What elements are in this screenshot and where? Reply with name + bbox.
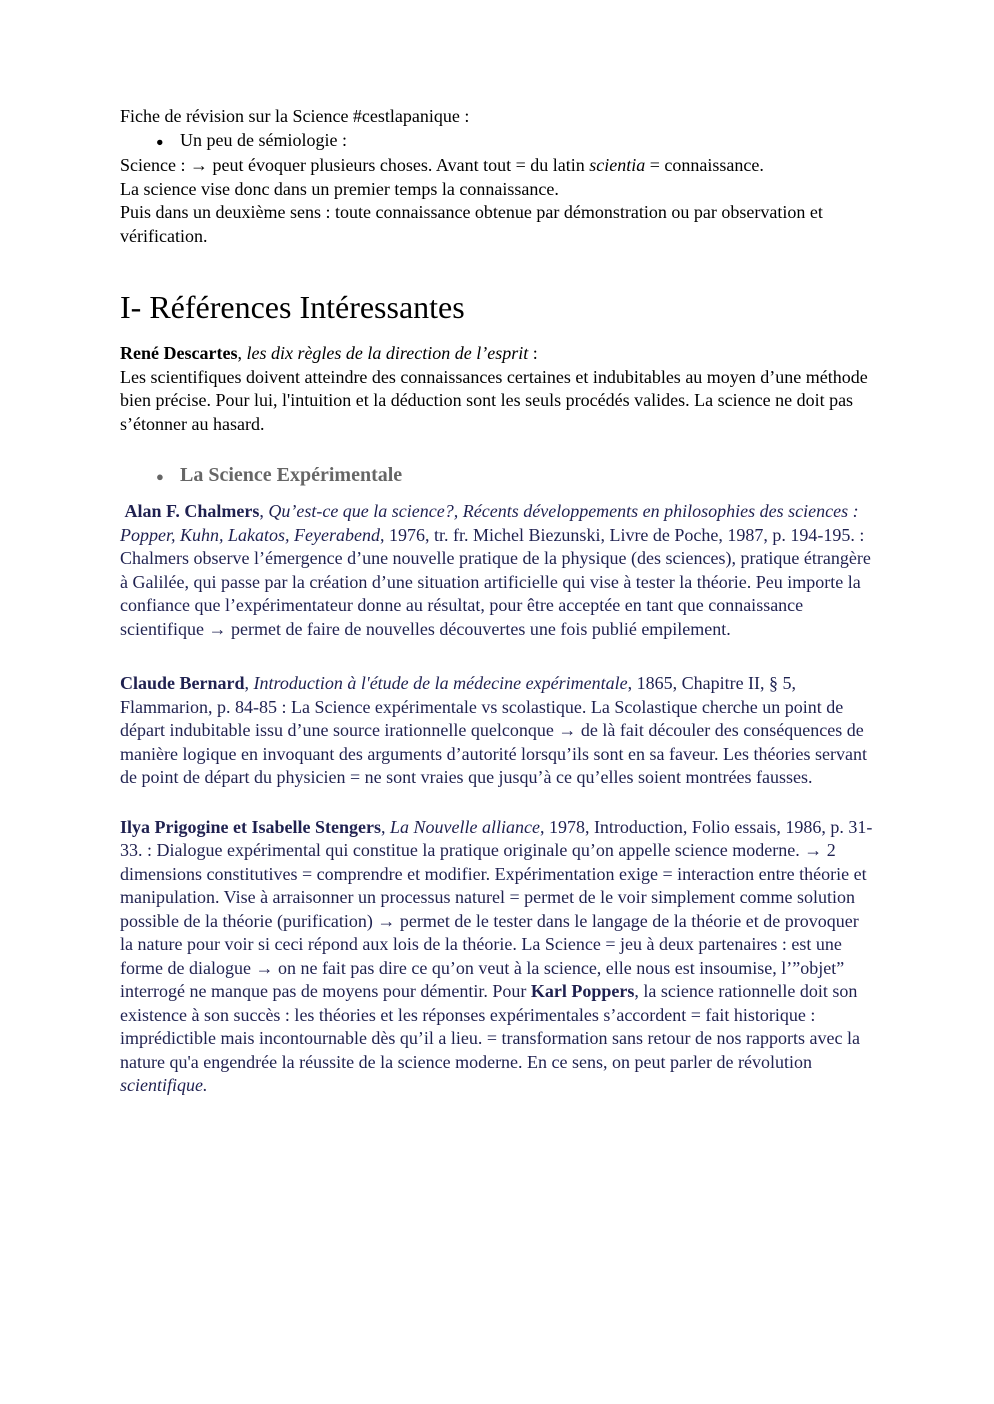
paragraph-descartes-body: Les scientifiques doivent atteindre des connaissances certaines et indubitables au moyen d’une méthode bien précise. Pour lui, l'intuition et la déduction sont les seuls procédés valides. La science ne doit pas s’étonner au hasard. [120,366,868,434]
subheading-science-experimentale [120,463,873,489]
paragraph-science-definition: Science : → peut évoquer plusieurs choses. Avant tout = du latin scientia = connaissance. [120,155,764,175]
list-item-label: Un peu de sémiologie : [180,129,347,150]
bullet-icon: ● [156,134,164,149]
subheading-label: La Science Expérimentale [180,464,403,486]
paragraph-deuxieme-sens: Puis dans un deuxième sens : toute connaissance obtenue par démonstration ou par observation et vérification. [120,202,823,246]
intro-title: Fiche de révision sur la Science #cestlapanique : [120,106,470,126]
paragraph-prigogine: Ilya Prigogine et Isabelle Stengers, La Nouvelle alliance, 1978, Introduction, Folio essais, 1986, p. 31-33. : Dialogue expérimental qui constitue la pratique originale qu’on appelle science moderne. → 2 dimensions constitutives = comprendre et modifier. Expérimentation exige = interaction entre théorie et manipulation. Vise à arraisonner un processus naturel = permet de le voir simplement comme solution possible de la théorie (purification) → permet de le tester dans le langage de la théorie et de provoquer la nature pour voir si ceci répond aux lois de la théorie. La Science = jeu à deux partenaires : est une forme de dialogue → on ne fait pas dire ce qu’on veut à la science, elle nous est insoumise, l’”objet” interrogé ne manque pas de moyens pour démentir. Pour Karl Poppers, la science rationnelle doit son existence à son succès : les théories et les réponses expérimentales s’accordent = fait historique : imprédictible mais incontournable dès qu’il a lieu. = transformation sans retour de nos rapports avec la nature qu'a engendrée la réussite de la science moderne. En ce sens, on peut parler de révolution scientifique. [120,816,873,1095]
paragraph-descartes-title: René Descartes, les dix règles de la direction de l’esprit : [120,343,538,363]
paragraph-premier-temps: La science vise donc dans un premier temps la connaissance. [120,178,559,199]
paragraph-chalmers: Alan F. Chalmers, Qu’est-ce que la science?, Récents développements en philosophies des sciences : Popper, Kuhn, Lakatos, Feyerabend, 1976, tr. fr. Michel Biezunski, Livre de Poche, 1987, p. 194-195. : Chalmers observe l’émergence d’une nouvelle pratique de la physique (des sciences), pratique étrangère à Galilée, qui passe par la création d’une situation artificielle qui vise à tester la théorie. Peu importe la confiance que l’expérimentateur donne au résultat, pour être acceptée en tant que connaissance scientifique → permet de faire de nouvelles découvertes une fois publié empilement. [120,501,871,639]
section-heading-references: I- Références Intéressantes [120,289,465,325]
paragraph-bernard: Claude Bernard, Introduction à l'étude de la médecine expérimentale, 1865, Chapitre II, § 5, Flammarion, p. 84-85 : La Science expérimentale vs scolastique. La Scolastique cherche un point de départ indubitable issu d’une source irationnelle quelconque → de là fait découler des conséquences de manière logique en invoquant des arguments d’autorité lorsqu’ils sont en sa faveur. Les théories servant de point de départ du physicien = ne sont vraies que jusqu’à ce qu’elles soient montrées fausses. [120,673,867,787]
list-item-semiologie [120,129,873,155]
bullet-icon: ● [156,469,164,484]
